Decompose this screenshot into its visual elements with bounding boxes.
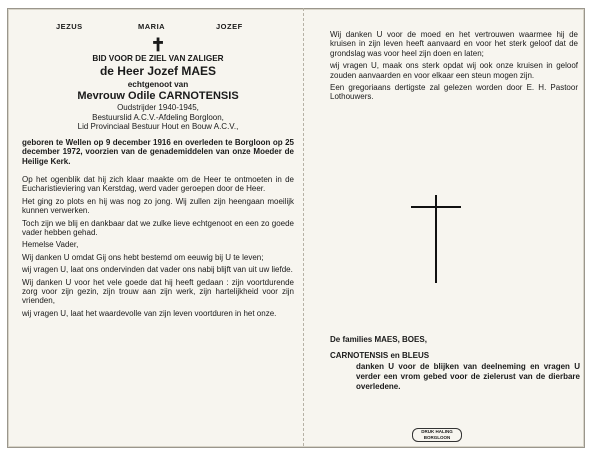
thanks-text: danken U voor de blijken van deelneming en vragen U verder een vrom gebed voor de zielerust van de dierbare overledene. (356, 362, 580, 391)
paragraph: wij vragen U, maak ons sterk opdat wij ook onze kruisen in geloof zouden aanvaarden en voor elkaar een steun mogen zijn. (330, 61, 578, 80)
families-thanks (330, 335, 580, 392)
large-cross-icon (411, 195, 461, 283)
left-panel (22, 22, 294, 321)
paragraph: Wij danken U voor het vele goede dat hij heeft gedaan : zijn voortdurende zorg voor zijn gezin, zijn trouw aan zijn werk, zijn hartelijkheid voor zijn vrienden, (22, 277, 294, 306)
spouse-intro: echtgenoot van (127, 80, 189, 89)
paragraph: wij vragen U, laat het waardevolle van zijn leven voortduren in het onze. (22, 308, 277, 318)
stamp-line: DRUK HALING (421, 429, 453, 434)
paragraph: Hemelse Vader, (22, 240, 79, 250)
prayer-intro: BID VOOR DE ZIEL VAN ZALIGER (92, 54, 224, 63)
paragraph: Wij danken U voor de moed en het vertrouwen waarmee hij de kruisen in zijn leven heeft aanvaard en voor het sterk geloof dat de grondslag was voor heel zijn doen en laten; (330, 30, 578, 58)
center-fold (303, 8, 304, 446)
paragraph: Toch zijn we blij en dankbaar dat we zulke lieve echtgenoot en een zo goede vader hebben gehad. (22, 218, 294, 238)
stamp-line: BORGLOON (423, 434, 451, 440)
title-line: Oudstrijder 1940-1945, (117, 103, 199, 112)
paragraph: Wij danken U omdat Gij ons hebt bestemd om eeuwig bij U te leven; (22, 252, 264, 262)
paragraph: wij vragen U, laat ons ondervinden dat vader ons nabij blijft van uit uw liefde. (22, 265, 293, 275)
titles-block (22, 103, 294, 132)
cross-horizontal (411, 206, 461, 208)
spouse-name: Mevrouw Odile CARNOTENSIS (77, 90, 239, 102)
printer-stamp (412, 428, 462, 442)
jmj-maria: MARIA (138, 22, 166, 31)
jmj-header (22, 22, 294, 34)
families-line: CARNOTENSIS en BLEUS (330, 351, 430, 360)
title-line: Lid Provinciaal Bestuur Hout en Bouw A.C.V., (77, 122, 239, 132)
families-line: De families MAES, BOES, (330, 335, 427, 344)
right-panel (330, 30, 578, 105)
cross-icon: ✝ (150, 35, 166, 55)
deceased-name: de Heer Jozef MAES (99, 64, 217, 78)
paragraph: Het ging zo plots en hij was nog zo jong. Wij zullen zijn heengaan moeilijk kunnen verwerken. (22, 196, 294, 216)
jmj-jozef: JOZEF (216, 22, 243, 31)
paragraph: Een gregoriaans dertigste zal gelezen worden door E. H. Pastoor Lothouwers. (330, 83, 578, 102)
jmj-jezus: JEZUS (56, 22, 83, 31)
cross-vertical (435, 195, 437, 283)
left-body-text (22, 175, 294, 318)
paragraph: Op het ogenblik dat hij zich klaar maakte om de Heer te ontmoeten in de Eucharistieviering van Kerstdag, werd vader geroepen door de Heer. (22, 175, 294, 194)
title-line: Bestuurslid A.C.V.-Afdeling Borgloon, (92, 112, 224, 122)
birth-death-text: geboren te Wellen op 9 december 1916 en overleden te Borgloon op 25 december 1972, voorzien van de genademiddelen van onze Moeder de Heilige Kerk. (22, 137, 294, 166)
